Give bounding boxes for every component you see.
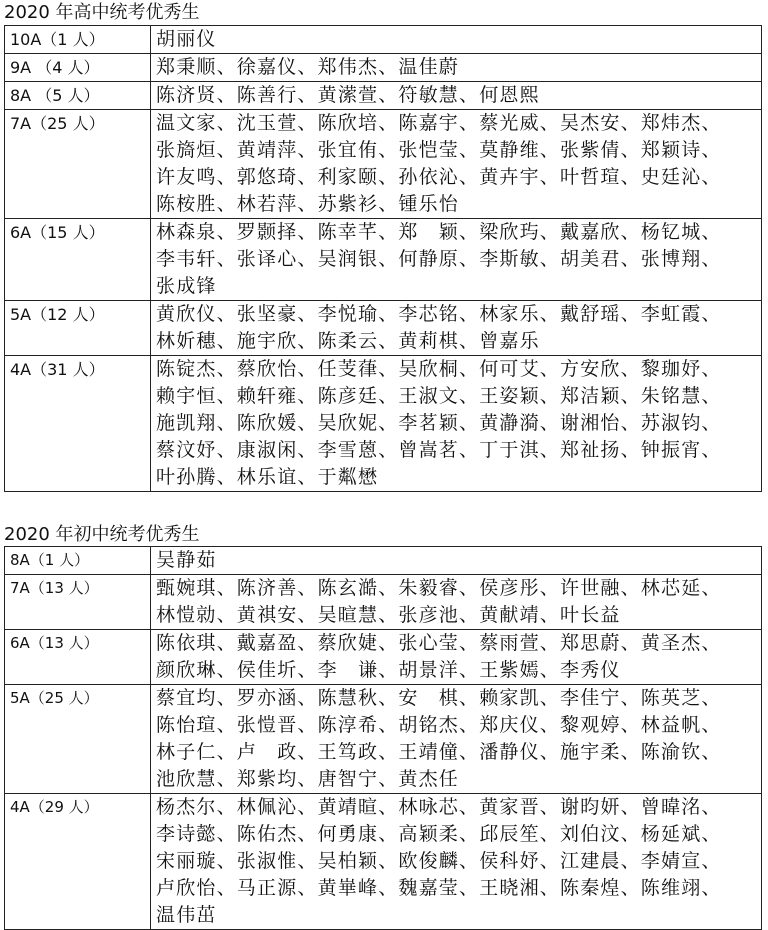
student-names-line: 杨杰尔、林佩沁、黄靖暄、林咏芯、黄家晋、谢昀妍、曾暐洺、 [156, 796, 722, 818]
student-names-line: 林森泉、罗颢择、陈幸芊、郑 颖、梁欣玙、戴嘉欣、杨钇城、 [156, 221, 722, 243]
table-row [5, 82, 762, 110]
student-names-cell [151, 301, 762, 356]
table-row [5, 110, 762, 219]
student-names-line: 李韦轩、张译心、吴润银、何静原、李斯敏、胡美君、张博翔、 [156, 248, 722, 270]
grade-cell: 4A（31 人） [5, 356, 151, 492]
student-names-line: 蔡宜均、罗亦涵、陈慧秋、安 棋、赖家凯、李佳宁、陈英芝、 [156, 687, 722, 709]
student-names-cell [151, 356, 762, 492]
junior-section-title: 2020 年初中统考优秀生 [4, 524, 200, 545]
student-names-line: 李诗懿、陈佑杰、何勇康、高颖柔、邱辰笙、刘伯汶、杨延斌、 [156, 823, 722, 845]
student-names-line: 施凯翔、陈欣媛、吴欣妮、李茗颖、黄瀞漪、谢湘怡、苏淑钧、 [156, 412, 722, 434]
student-names-line: 张成锋 [156, 275, 217, 297]
grade-cell: 6A（13 人） [5, 630, 151, 685]
grade-cell: 4A（29 人） [5, 794, 151, 930]
student-names-line: 卢欣怡、马正源、黄崋峰、魏嘉莹、王晓湘、陈秦煌、陈维翊、 [156, 877, 722, 899]
student-names-cell [151, 26, 762, 54]
student-names-cell [151, 685, 762, 794]
grade-cell: 8A （5 人） [5, 82, 151, 110]
junior-honor-table [4, 546, 762, 930]
student-names-cell [151, 82, 762, 110]
student-names-line: 张旖烜、黄靖萍、张宜侑、张恺莹、莫静维、张紫倩、郑颖诗、 [156, 139, 722, 161]
student-names-line: 黄欣仪、张坚豪、李悦瑜、李芯铭、林家乐、戴舒瑶、李虹霞、 [156, 303, 722, 325]
student-names-line: 陈桉胜、林若萍、苏紫衫、锺乐怡 [156, 193, 460, 215]
student-names-line: 吴静茹 [156, 549, 217, 571]
student-names-line: 林妡穗、施宇欣、陈柔云、黄莉棋、曾嘉乐 [156, 330, 540, 352]
grade-cell: 8A（1 人） [5, 547, 151, 575]
student-names-line: 陈锭杰、蔡欣怡、任芰葎、吴欣桐、何可艾、方安欣、黎珈妤、 [156, 358, 722, 380]
grade-cell: 5A（12 人） [5, 301, 151, 356]
student-names-line: 宋丽璇、张淑惟、吴柏颖、欧俊麟、侯科妤、江建晨、李婧宣、 [156, 850, 722, 872]
student-names-line: 陈济贤、陈善行、黄潆萱、符敏慧、何恩熙 [156, 84, 540, 106]
student-names-line: 郑秉顺、徐嘉仪、郑伟杰、温佳蔚 [156, 56, 460, 78]
student-names-line: 温文家、沈玉萱、陈欣培、陈嘉宇、蔡光威、吴杰安、郑炜杰、 [156, 112, 722, 134]
table-row [5, 630, 762, 685]
grade-cell: 7A（25 人） [5, 110, 151, 219]
student-names-line: 蔡汶妤、康淑闲、李雪蒽、曾嵩茗、丁于淇、郑祉扬、钟振宵、 [156, 439, 722, 461]
senior-section-title: 2020 年高中统考优秀生 [4, 2, 200, 23]
senior-honor-table [4, 25, 762, 492]
student-names-line: 甄婉琪、陈济善、陈玄澔、朱毅睿、侯彦彤、许世融、林芯延、 [156, 577, 722, 599]
grade-cell: 6A（15 人） [5, 219, 151, 301]
table-row [5, 575, 762, 630]
student-names-cell [151, 219, 762, 301]
student-names-line: 林子仁、卢 政、王笃政、王靖僮、潘静仪、施宇柔、陈渝钦、 [156, 741, 722, 763]
student-names-line: 陈依琪、戴嘉盈、蔡欣婕、张心莹、蔡雨萱、郑思蔚、黄圣杰、 [156, 632, 722, 654]
student-names-line: 陈怡瑄、张愷晋、陈淳希、胡铭杰、郑庆仪、黎观婷、林益帆、 [156, 714, 722, 736]
student-names-cell [151, 547, 762, 575]
student-names-cell [151, 794, 762, 930]
table-row [5, 794, 762, 930]
student-names-line: 池欣慧、郑紫均、唐智宁、黄杰任 [156, 768, 460, 790]
table-row [5, 54, 762, 82]
table-row [5, 356, 762, 492]
student-names-cell [151, 630, 762, 685]
grade-cell: 10A（1 人） [5, 26, 151, 54]
student-names-cell [151, 110, 762, 219]
table-row [5, 219, 762, 301]
grade-cell: 9A （4 人） [5, 54, 151, 82]
student-names-line: 叶孙腾、林乐谊、于粼懋 [156, 466, 379, 488]
student-names-line: 胡丽仪 [156, 28, 217, 50]
student-names-line: 温伟茁 [156, 904, 217, 926]
table-row [5, 547, 762, 575]
table-row [5, 685, 762, 794]
student-names-cell [151, 54, 762, 82]
grade-cell: 7A（13 人） [5, 575, 151, 630]
student-names-line: 赖宇恒、赖轩雍、陈彦廷、王淑文、王姿颖、郑洁颖、朱铭慧、 [156, 385, 722, 407]
grade-cell: 5A（25 人） [5, 685, 151, 794]
table-row [5, 26, 762, 54]
student-names-line: 许友鸣、郭悠琦、利家颐、孙依沁、黄卉宇、叶哲瑄、史廷沁、 [156, 166, 722, 188]
student-names-line: 颜欣琳、侯佳圻、李 谦、胡景洋、王紫嫣、李秀仪 [156, 659, 621, 681]
table-row [5, 301, 762, 356]
student-names-cell [151, 575, 762, 630]
student-names-line: 林愷勍、黄祺安、吴暄慧、张彦池、黄献靖、叶长益 [156, 604, 621, 626]
